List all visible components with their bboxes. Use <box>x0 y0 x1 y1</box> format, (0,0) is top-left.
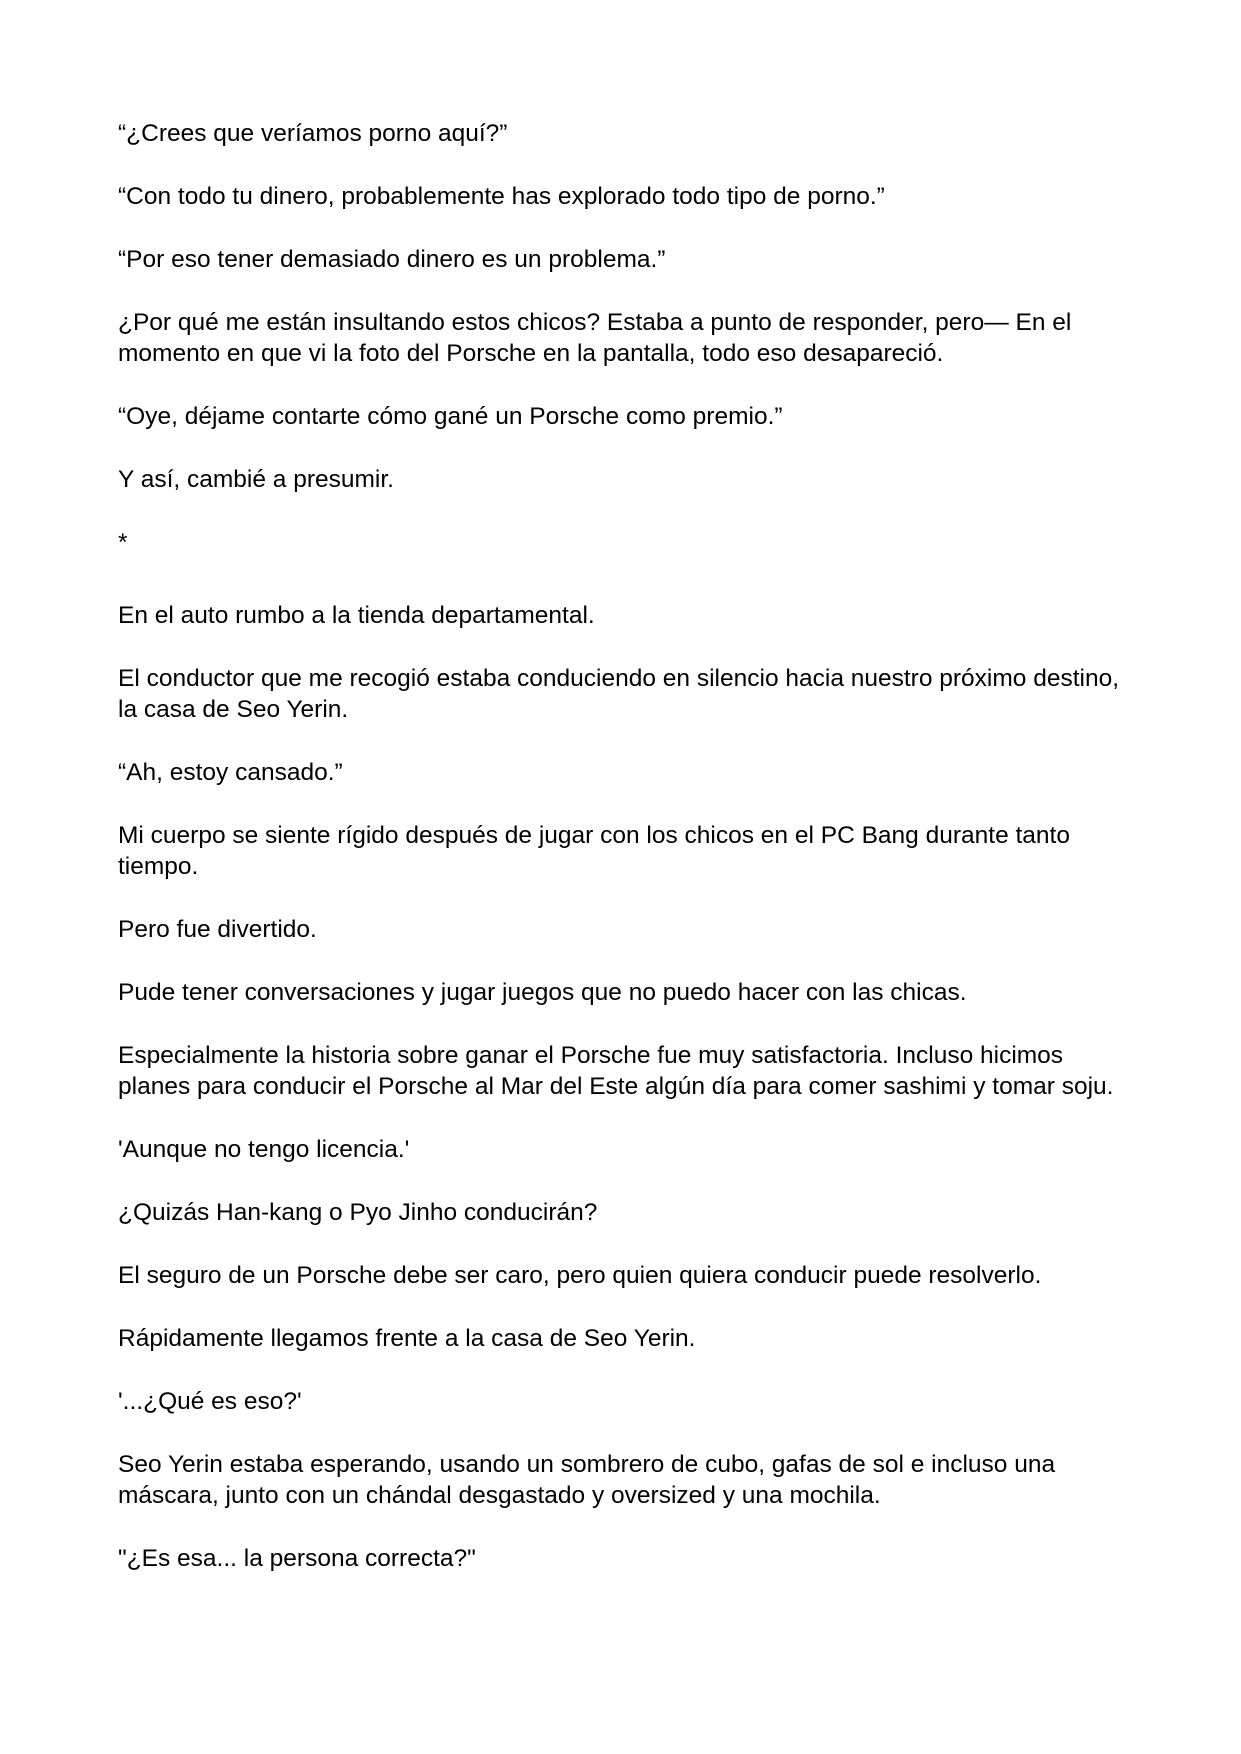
paragraph: Y así, cambié a presumir. <box>118 466 394 493</box>
paragraph: “Con todo tu dinero, probablemente has explorado todo tipo de porno.” <box>118 183 885 210</box>
paragraph: 'Aunque no tengo licencia.' <box>118 1136 410 1163</box>
paragraph: “Ah, estoy cansado.” <box>118 759 343 786</box>
scene-break: * <box>118 529 128 556</box>
paragraph: Pude tener conversaciones y jugar juegos que no puedo hacer con las chicas. <box>118 979 967 1006</box>
paragraph: ¿Por qué me están insultando estos chicos? Estaba a punto de responder, pero— En el momento en que vi la foto del Porsche en la pantalla, todo eso desapareció. <box>118 309 1072 367</box>
paragraph: En el auto rumbo a la tienda departamental. <box>118 602 595 629</box>
paragraph: '...¿Qué es eso?' <box>118 1388 302 1415</box>
paragraph: Rápidamente llegamos frente a la casa de Seo Yerin. <box>118 1325 696 1352</box>
paragraph: Seo Yerin estaba esperando, usando un sombrero de cubo, gafas de sol e incluso una máscara, junto con un chándal desgastado y oversized y una mochila. <box>118 1451 1056 1509</box>
paragraph: Especialmente la historia sobre ganar el Porsche fue muy satisfactoria. Incluso hicimos planes para conducir el Porsche al Mar del Este algún día para comer sashimi y tomar soju. <box>118 1042 1114 1100</box>
paragraph: "¿Es esa... la persona correcta?" <box>118 1545 476 1572</box>
paragraph: “¿Crees que veríamos porno aquí?” <box>118 120 508 147</box>
paragraph: El conductor que me recogió estaba conduciendo en silencio hacia nuestro próximo destino, la casa de Seo Yerin. <box>118 665 1120 723</box>
paragraph: Pero fue divertido. <box>118 916 317 943</box>
document-body <box>118 118 1128 1606</box>
paragraph: Mi cuerpo se siente rígido después de jugar con los chicos en el PC Bang durante tanto tiempo. <box>118 822 1070 880</box>
paragraph: ¿Quizás Han-kang o Pyo Jinho conducirán? <box>118 1199 598 1226</box>
paragraph: El seguro de un Porsche debe ser caro, pero quien quiera conducir puede resolverlo. <box>118 1262 1042 1289</box>
paragraph: “Por eso tener demasiado dinero es un problema.” <box>118 246 666 273</box>
paragraph: “Oye, déjame contarte cómo gané un Porsche como premio.” <box>118 403 783 430</box>
